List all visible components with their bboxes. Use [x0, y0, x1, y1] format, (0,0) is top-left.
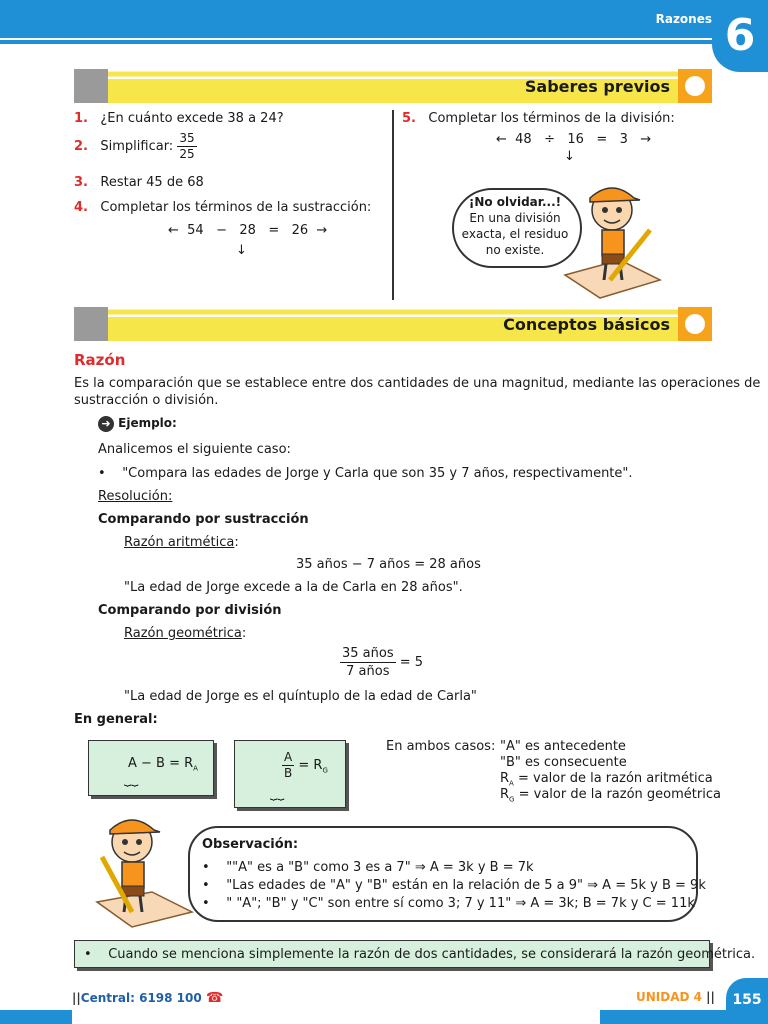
division-arrow: ↓ — [564, 149, 575, 164]
section-marker — [74, 307, 108, 341]
section-title-saberes: Saberes previos — [524, 77, 670, 96]
ambos-antecedente: "A" es antecedente — [500, 739, 626, 754]
geometrica-conclusion: "La edad de Jorge es el quíntuplo de la edad de Carla" — [124, 689, 477, 704]
brace-icon: ⏟⏟ — [270, 786, 285, 800]
analicemos-text: Analicemos el siguiente caso: — [98, 442, 291, 457]
subtraction-expression: ← 54 − 28 = 26 → — [168, 223, 328, 238]
formula-aritmetica: $A - B = R_A$ — [128, 756, 198, 773]
ambos-consecuente: "B" es consecuente — [500, 755, 627, 770]
comparando-division-heading: Comparando por división — [98, 603, 282, 618]
arrow-circle-icon: ➜ — [98, 416, 114, 432]
ejemplo-label: ➜ Ejemplo: — [98, 415, 177, 432]
caso-item: • "Compara las edades de Jorge y Carla que son 35 y 7 años, respectivamente". — [98, 466, 633, 481]
header-rule — [0, 40, 768, 44]
exercise-4: 4. Completar los términos de la sustracción: — [74, 200, 372, 215]
definition-line-2: sustracción o división. — [74, 393, 219, 408]
column-divider — [392, 110, 394, 300]
ambos-label: En ambos casos: — [386, 739, 496, 754]
chapter-number: 6 — [724, 10, 756, 61]
aritmetica-expression: 35 años − 7 años = 28 años — [296, 557, 481, 572]
exercise-2: 2. Simplificar: $\frac{35}{25}$ — [74, 131, 195, 161]
razon-heading: Razón — [74, 351, 126, 369]
section-badge — [678, 307, 712, 341]
exercise-5: 5. Completar los términos de la división: — [402, 111, 675, 126]
unidad-label: UNIDAD 4 || — [636, 990, 715, 1004]
subtraction-arrow: ↓ — [236, 243, 247, 258]
comparando-sustraccion-heading: Comparando por sustracción — [98, 512, 309, 527]
section-badge — [678, 69, 712, 103]
formula-geometrica: $\frac{A}{B}$ = $R_G$ — [284, 750, 328, 780]
division-expression: ← 48 ÷ 16 = 3 → — [496, 132, 652, 147]
cartoon-character-icon — [92, 812, 202, 932]
geometrica-expression: $\frac{\text{35 años}}{\text{7 años}}$ = 5 — [342, 646, 424, 679]
en-general-heading: En general: — [74, 712, 158, 727]
cartoon-character-icon — [560, 180, 670, 300]
observacion-item: • "Las edades de "A" y "B" están en la relación de 5 a 9" ⇒ A = 5k y B = 9k — [202, 878, 706, 893]
observacion-item: • ""A" es a "B" como 3 es a 7" ⇒ A = 3k y B = 7k — [202, 860, 534, 875]
ra-definition: $R_A$ = valor de la razón aritmética — [500, 771, 713, 788]
page-number: 155 — [732, 992, 762, 1008]
brace-icon: ⏟⏟ — [124, 772, 139, 786]
section-marker — [74, 69, 108, 103]
aritmetica-conclusion: "La edad de Jorge excede a la de Carla en 28 años". — [124, 580, 463, 595]
reminder-text: ¡No olvidar...! En una división exacta, el residuo no existe. — [461, 195, 569, 257]
exercise-1: 1. ¿En cuánto excede 38 a 24? — [74, 111, 284, 126]
razon-geometrica-label: Razón geométrica: — [124, 626, 247, 641]
observacion-item: • " "A"; "B" y "C" son entre sí como 3; 7 y 11" ⇒ A = 3k; B = 7k y C = 11k — [202, 896, 695, 911]
section-title-conceptos: Conceptos básicos — [503, 315, 670, 334]
razon-aritmetica-label: Razón aritmética: — [124, 535, 239, 550]
footer-bar-left — [0, 1010, 72, 1024]
definition-line-1: Es la comparación que se establece entre dos cantidades de una magnitud, mediante las operaciones de — [74, 376, 761, 391]
resolucion-label: Resolución: — [98, 489, 173, 504]
exercise-3: 3. Restar 45 de 68 — [74, 175, 204, 190]
phone-icon: ☎ — [205, 990, 224, 1006]
rg-definition: $R_G$ = valor de la razón geométrica — [500, 787, 721, 804]
central-phone: ||Central: 6198 100 ☎ — [72, 990, 224, 1006]
note-text: • Cuando se menciona simplemente la razón de dos cantidades, se considerará la razón geométrica. — [84, 947, 756, 962]
chapter-title: Razones — [655, 12, 712, 26]
observacion-title: Observación: — [202, 837, 299, 852]
